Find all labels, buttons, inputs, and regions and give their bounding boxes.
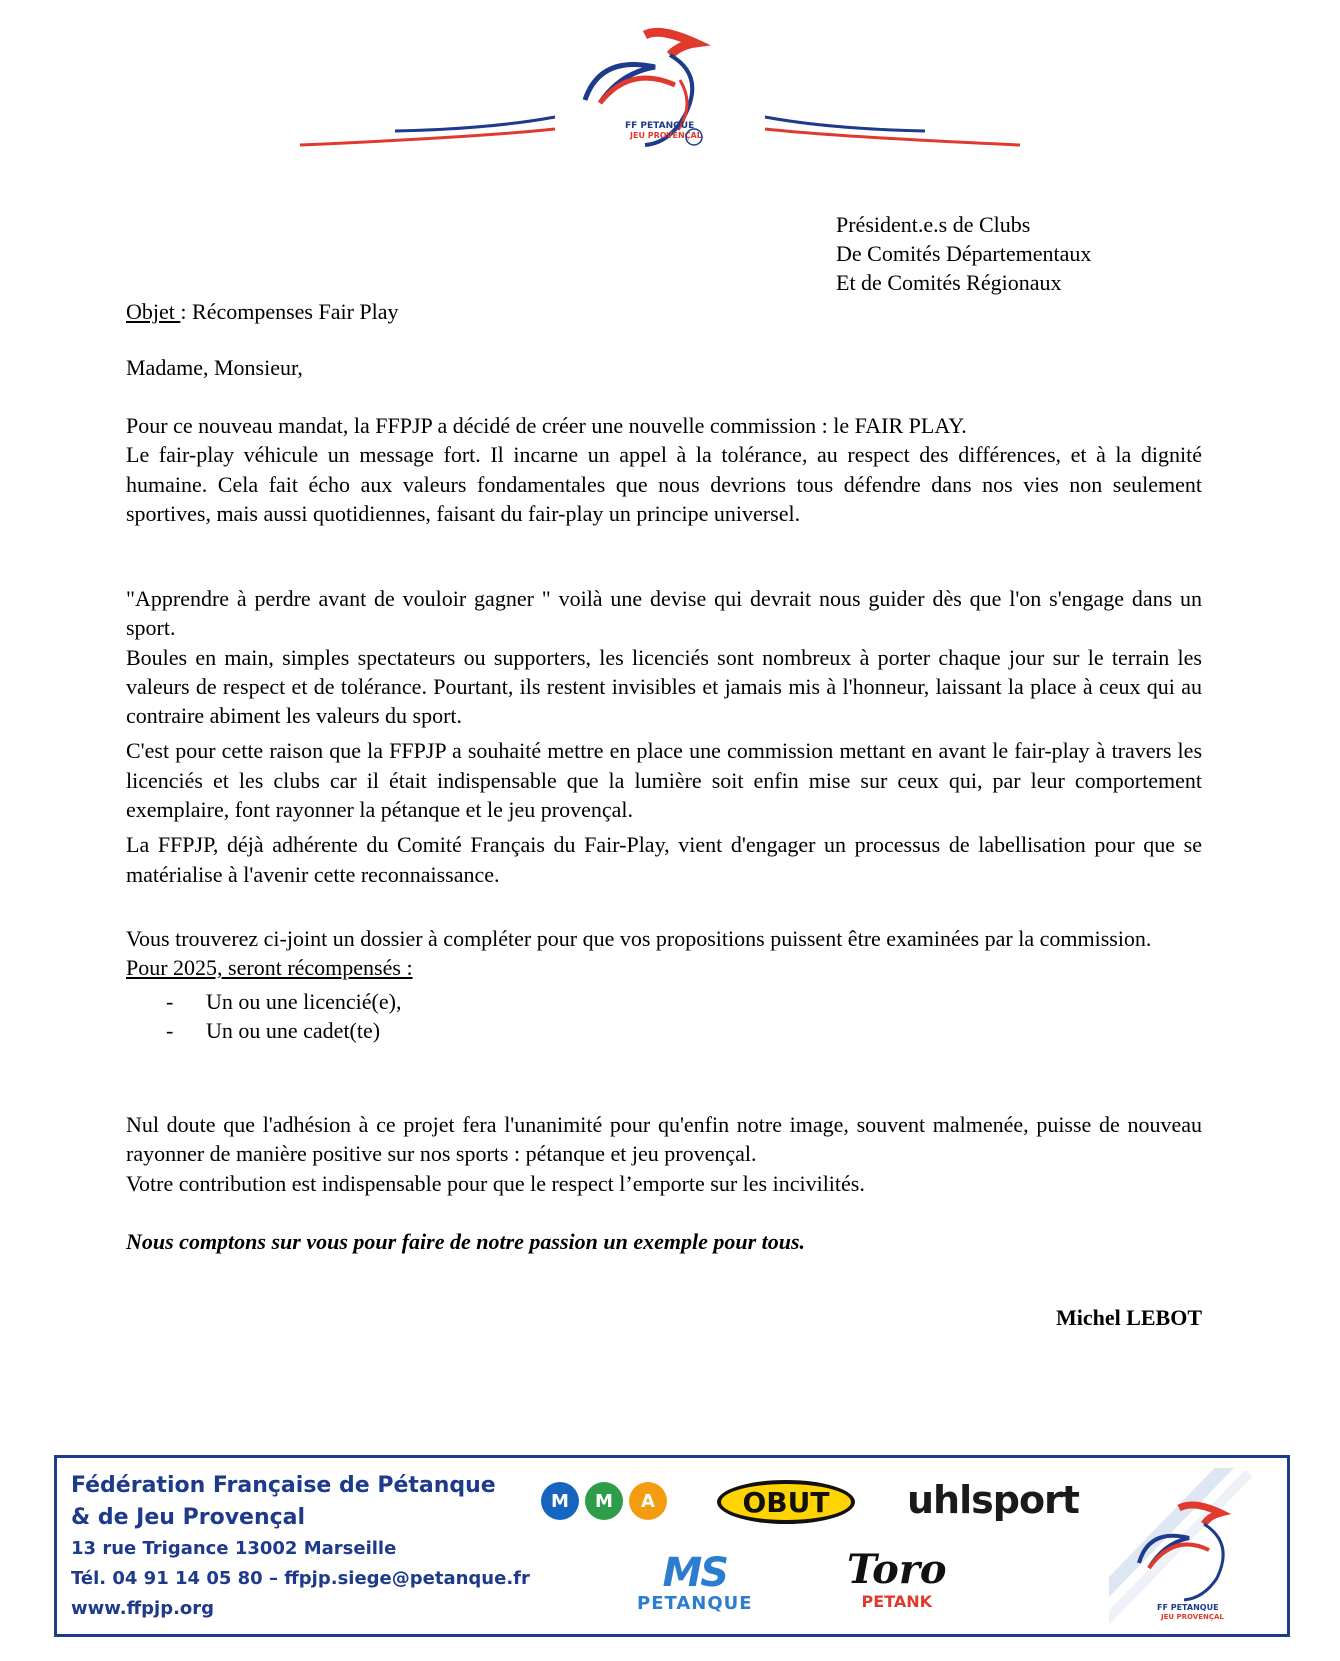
subject-line (126, 297, 1202, 326)
mma-letter: M (541, 1482, 579, 1520)
ffpjp-footer-logo (1109, 1468, 1269, 1628)
ms-word: PETANQUE (637, 1593, 753, 1614)
footer-logo-line1: FF PETANQUE (1157, 1603, 1219, 1612)
footer-logo-line2: JEU PROVENÇAL (1161, 1613, 1224, 1621)
sponsor-toro-logo (847, 1548, 947, 1611)
footer-address: 13 rue Trigance 13002 Marseille (71, 1538, 397, 1559)
subject-text: Récompenses Fair Play (192, 299, 399, 324)
awards-title: Pour 2025, seront récompensés : (126, 955, 413, 981)
paragraph-2 (126, 584, 1202, 889)
list-item: - Un ou une cadet(te) (166, 1017, 381, 1043)
footer-org-line2: & de Jeu Provençal (71, 1505, 306, 1530)
sponsor-uhlsport-logo: uhlsport (907, 1478, 1079, 1522)
paragraph-2a: "Apprendre à perdre avant de vouloir gagner " voilà une devise qui devrait nous guider dès que l'on s'engage dans un sport. (126, 586, 1202, 641)
footer-org-line1: Fédération Française de Pétanque (71, 1473, 496, 1498)
award-item: Un ou une licencié(e), (206, 988, 402, 1014)
signature: Michel LEBOT (1055, 1305, 1202, 1330)
paragraph-1 (126, 411, 1202, 528)
toro-mark: Toro (847, 1546, 947, 1593)
paragraph-3a: Vous trouverez ci-joint un dossier à compléter pour que vos propositions puissent être examinées par la commission. (126, 926, 1152, 951)
sponsor-obut-logo: OBUT (717, 1480, 855, 1524)
paragraph-2d: La FFPJP, déjà adhérente du Comité Français du Fair-Play, vient d'engager un processus de labellisation pour que se matérialise à l'avenir cette reconnaissance. (126, 832, 1202, 887)
subject-separator: : (180, 299, 193, 324)
paragraph-4b: Votre contribution est indispensable pour que le respect l’emporte sur les incivilités. (126, 1170, 865, 1196)
subject-label: Objet (126, 299, 175, 324)
salutation: Madame, Monsieur, (126, 355, 303, 380)
mma-letter: A (629, 1482, 667, 1520)
paragraph-3 (126, 924, 1202, 1045)
mma-letter: M (585, 1482, 623, 1520)
header-logo-line1: FF PETANQUE (625, 121, 695, 131)
closing-line: Nous comptons sur vous pour faire de notre passion un exemple pour tous. (126, 1229, 806, 1254)
list-item: - Un ou une licencié(e), (166, 988, 402, 1014)
header-logo-line2: JEU PROVENÇAL (630, 131, 702, 140)
paragraph-1a: Pour ce nouveau mandat, la FFPJP a décidé de créer une nouvelle commission : le FAIR PLAY. (126, 413, 967, 438)
recipient-line: Et de Comités Régionaux (836, 270, 1062, 295)
recipient-line: Président.e.s de Clubs (836, 212, 1031, 237)
ms-mark: MS (662, 1550, 728, 1596)
recipient-line: De Comités Départementaux (836, 241, 1092, 266)
footer-website[interactable]: www.ffpjp.org (71, 1598, 215, 1619)
paragraph-4a: Nul doute que l'adhésion à ce projet fera l'unanimité pour qu'enfin notre image, souvent malmenée, puisse de nouveau rayonner de manière positive sur nos sports : pétanque et jeu provençal. (126, 1112, 1202, 1167)
sponsor-ms-petanque-logo (637, 1550, 753, 1614)
ffpjp-header-logo (300, 25, 1020, 165)
awards-list (126, 987, 1202, 1045)
paragraph-2c: C'est pour cette raison que la FFPJP a souhaité mettre en place une commission mettant en avant le fair-play à travers les licenciés et les clubs car il était indispensable que la lumière soit enfin mise sur ceux qui, par leur comportement exemplaire, font rayonner la pétanque et le jeu provençal. (126, 738, 1202, 823)
sponsor-mma-logo (541, 1482, 667, 1520)
recipients-block (836, 210, 1091, 297)
footer-contact: Tél. 04 91 14 05 80 – ffpjp.siege@petanque.fr (71, 1568, 530, 1589)
award-item: Un ou une cadet(te) (206, 1017, 381, 1043)
footer (54, 1455, 1290, 1637)
footer-contact-block (71, 1470, 530, 1624)
paragraph-2b: Boules en main, simples spectateurs ou supporters, les licenciés sont nombreux à porter chaque jour sur le terrain les valeurs de respect et de tolérance. Pourtant, ils restent invisibles et jamais mis à l'honneur, laissant la place à ceux qui au contraire abiment les valeurs du sport. (126, 644, 1202, 729)
toro-word: PETANK (861, 1592, 933, 1611)
paragraph-1b: Le fair-play véhicule un message fort. Il incarne un appel à la tolérance, au respect des différences, et à la dignité humaine. Cela fait écho aux valeurs fondamentales que nous devrions tous défendre dans nos vies non seulement sportives, mais aussi quotidiennes, faisant du fair-play un principe universel. (126, 442, 1202, 526)
paragraph-4 (126, 1110, 1202, 1198)
